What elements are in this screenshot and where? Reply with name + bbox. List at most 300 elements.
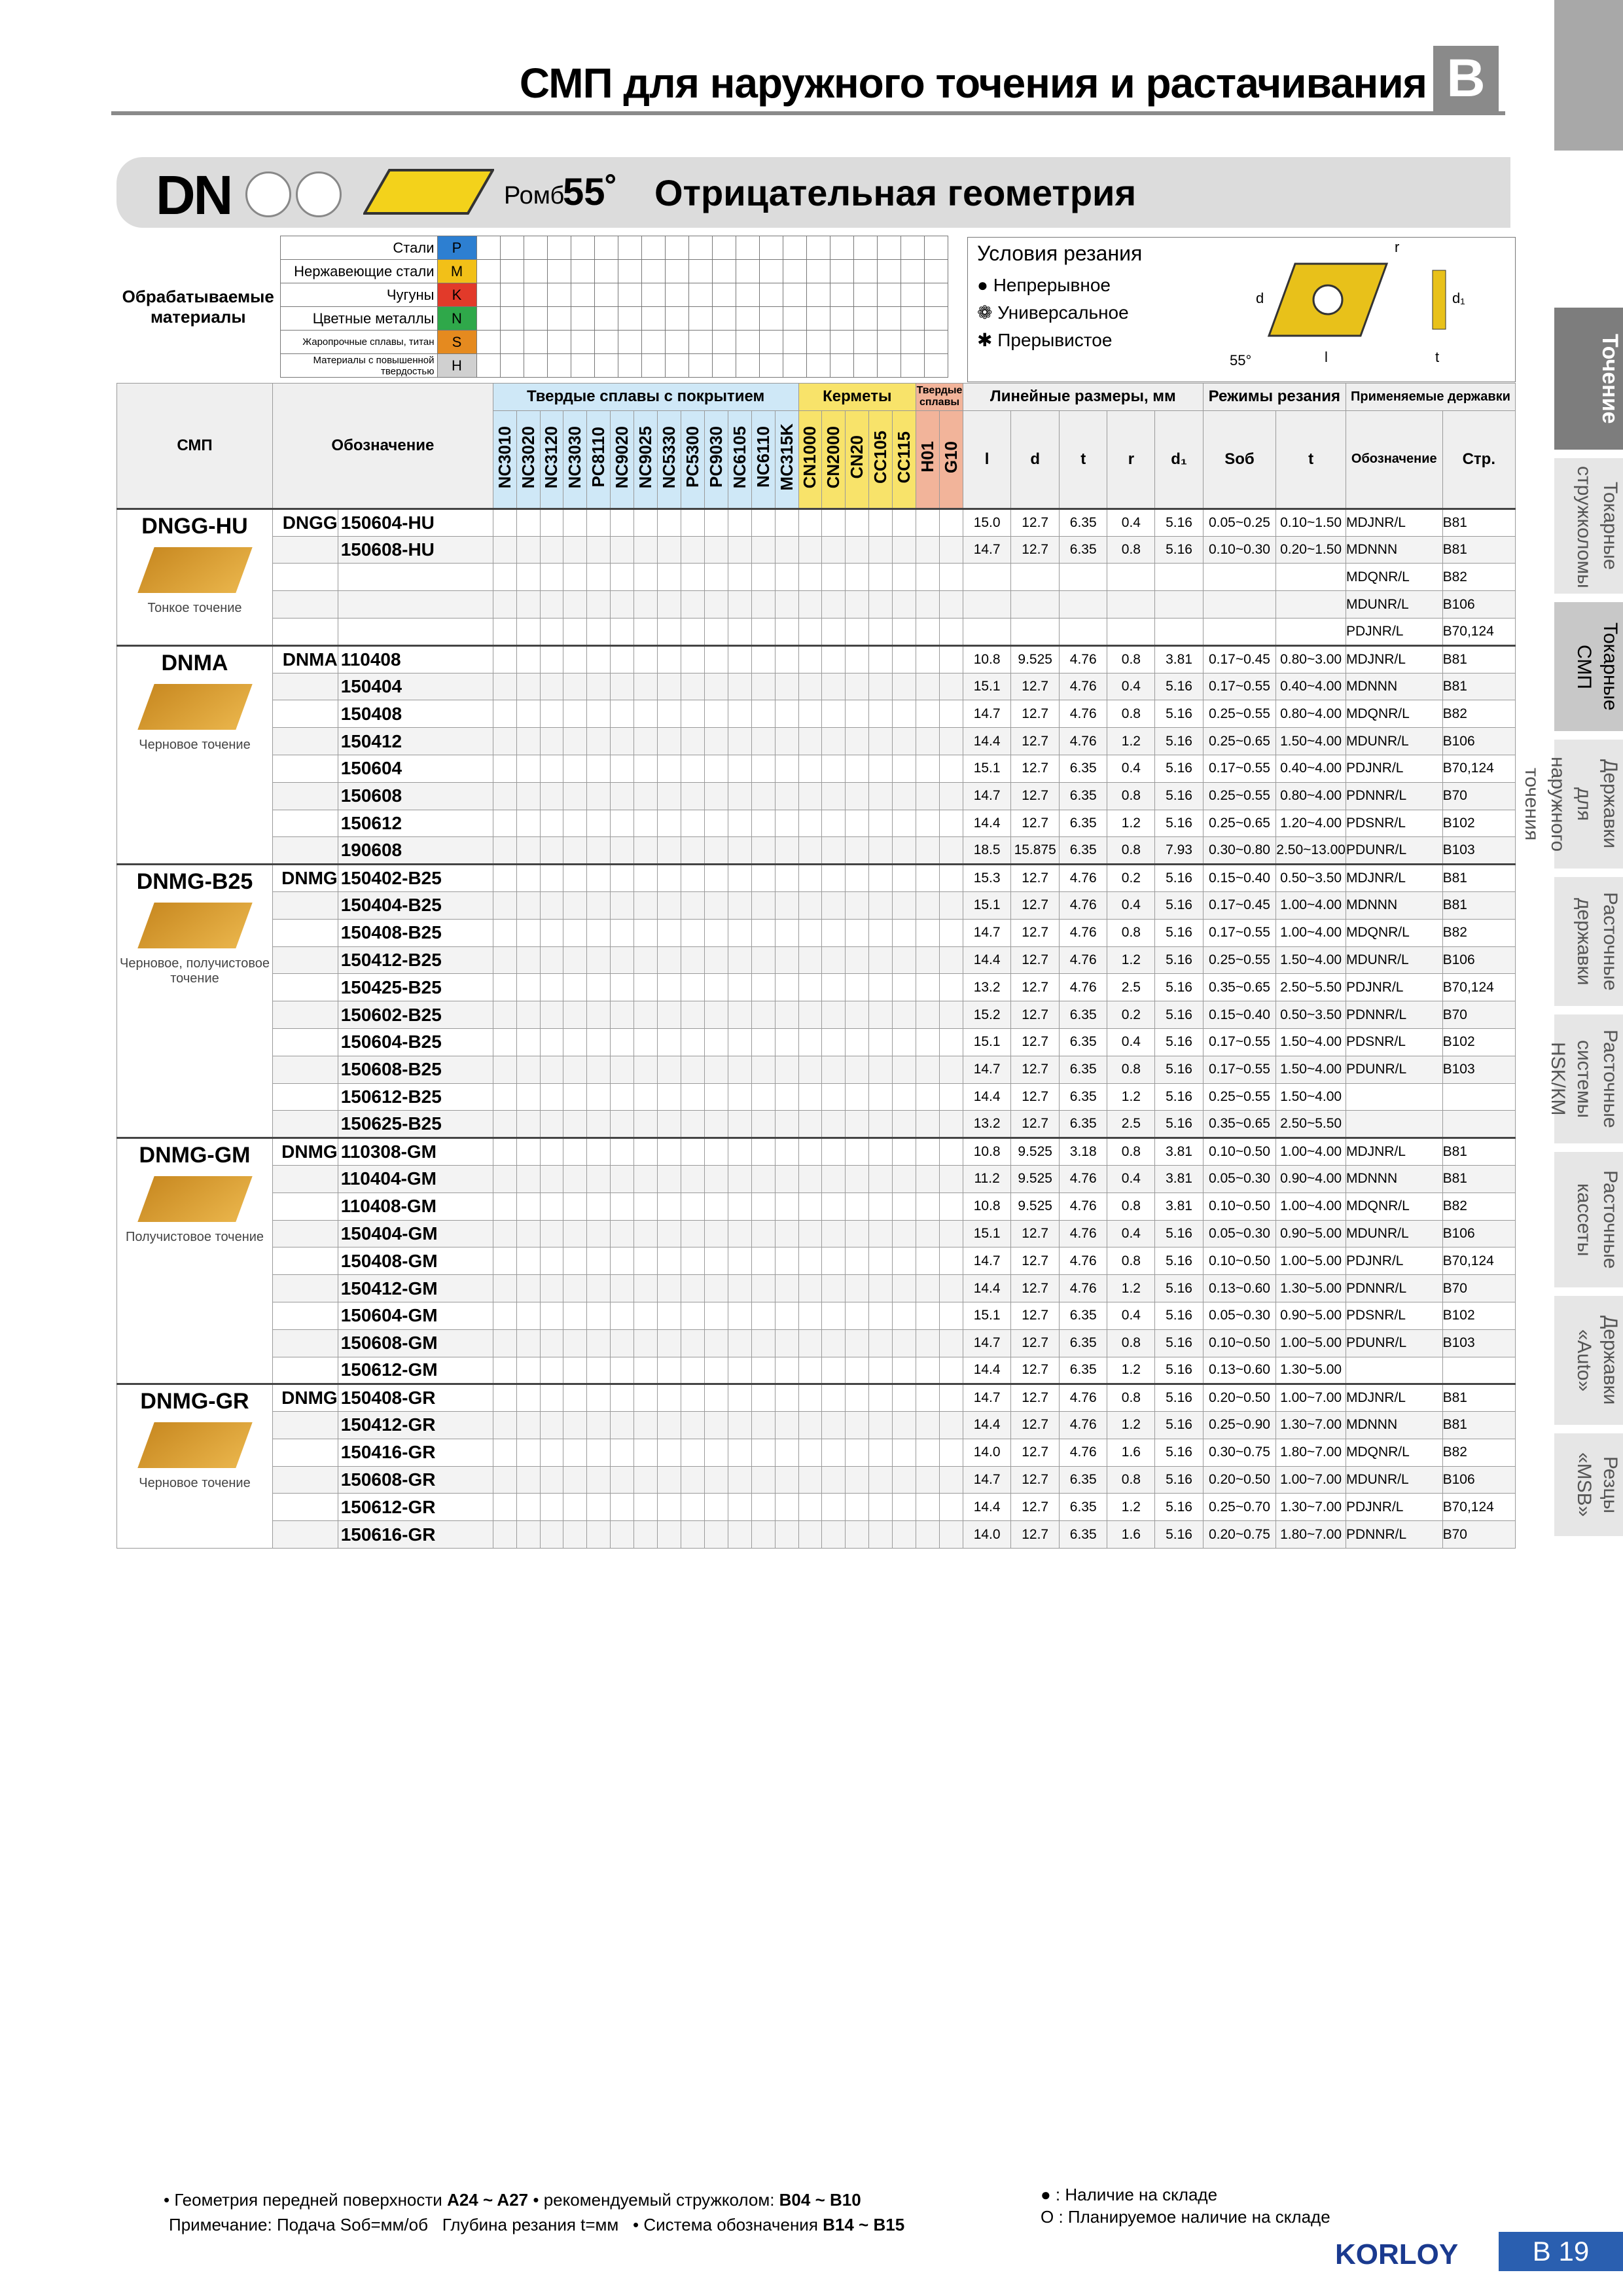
grade-cell (940, 1384, 963, 1412)
grade-cell (658, 1302, 681, 1329)
shape-name: Ромб (504, 182, 565, 209)
material-grade-cell (618, 236, 641, 260)
holder-page: B70,124 (1442, 1247, 1515, 1275)
grade-cell (751, 618, 775, 645)
value-r: 1.2 (1107, 1412, 1155, 1439)
grade-cell (611, 1111, 634, 1138)
value-t: 4.76 (1060, 1220, 1107, 1247)
grade-cell (540, 1193, 563, 1220)
grade-cell (775, 1357, 798, 1384)
material-grade-cell (924, 283, 948, 307)
grade-cell (493, 618, 516, 645)
value-t: 4.76 (1060, 1439, 1107, 1466)
grade-cell (798, 1056, 822, 1083)
value-d (1011, 591, 1060, 619)
insert-code: 150612 (338, 810, 493, 837)
value-t (1060, 591, 1107, 619)
side-tab[interactable]: Державки «Auto» (1554, 1296, 1623, 1427)
grade-cell (869, 1412, 893, 1439)
value-l: 15.1 (963, 1028, 1011, 1056)
grade-cell (563, 1001, 587, 1029)
grade-cell (681, 919, 704, 946)
value-l: 14.0 (963, 1521, 1011, 1549)
grade-cell (611, 1138, 634, 1166)
material-grade-cell (712, 354, 736, 378)
grade-cell (704, 782, 728, 810)
grade-cell (634, 509, 658, 536)
holder-page: B70 (1442, 782, 1515, 810)
grade-cell (516, 618, 540, 645)
holder-page: B81 (1442, 536, 1515, 564)
material-grade-cell (736, 354, 759, 378)
value-tt: 1.00~4.00 (1276, 1193, 1346, 1220)
grade-cell (822, 1302, 846, 1329)
grade-cell (563, 645, 587, 673)
grade-cell (775, 755, 798, 782)
grade-cell (587, 1439, 611, 1466)
value-t: 6.35 (1060, 1466, 1107, 1494)
cutting-conditions (967, 237, 1516, 382)
value-r: 0.8 (1107, 837, 1155, 865)
grade-cell (611, 1193, 634, 1220)
material-grade-cell (618, 260, 641, 283)
diagram-t: t (1435, 349, 1440, 365)
value-d1: 5.16 (1155, 1111, 1203, 1138)
grade-cell (728, 837, 751, 865)
grade-cell (611, 645, 634, 673)
prefix (273, 1111, 338, 1138)
grade-cell (516, 728, 540, 755)
prefix: DNGG (273, 509, 338, 536)
table-row (117, 919, 1516, 946)
grade-cell (751, 1247, 775, 1275)
grade-cell (658, 865, 681, 892)
grade-cell (516, 564, 540, 591)
grade-cell (846, 1083, 869, 1111)
grade-cell (846, 1111, 869, 1138)
grade-cell (775, 1412, 798, 1439)
value-d1: 5.16 (1155, 755, 1203, 782)
grade-cell (704, 1028, 728, 1056)
material-grade-cell (500, 283, 524, 307)
grade-cell (611, 1165, 634, 1193)
grade-cell (775, 1302, 798, 1329)
holder-page: B70,124 (1442, 618, 1515, 645)
side-tab[interactable]: Расточные державки (1554, 877, 1623, 1008)
grade-cell (846, 591, 869, 619)
value-d1: 5.16 (1155, 919, 1203, 946)
side-tab[interactable]: Державки для наружного точения (1554, 740, 1623, 870)
grade-cell (540, 645, 563, 673)
grade-cell (728, 891, 751, 919)
prefix (273, 1056, 338, 1083)
side-tab[interactable]: Расточные системы HSK/КМ (1554, 1014, 1623, 1145)
grade-cell (634, 1083, 658, 1111)
grade-cell (893, 1494, 916, 1521)
value-r: 2.5 (1107, 974, 1155, 1001)
grade-cell (587, 509, 611, 536)
insert-code: 190608 (338, 837, 493, 865)
prefix (273, 1275, 338, 1302)
family-caption: Черновое точение (139, 737, 251, 752)
grade-cell (751, 1220, 775, 1247)
grade-cell (681, 810, 704, 837)
grade-cell (846, 1138, 869, 1166)
grade-cell (516, 946, 540, 974)
value-s: 0.17~0.55 (1203, 673, 1276, 700)
table-row (117, 591, 1516, 619)
grade-cell (869, 1521, 893, 1549)
material-grade-cell (830, 354, 853, 378)
grade-cell (846, 974, 869, 1001)
grade-cell (751, 645, 775, 673)
material-grade-cell (830, 236, 853, 260)
side-tab[interactable]: Точение (1554, 308, 1623, 452)
grade-cell (611, 865, 634, 892)
grade-cell (940, 673, 963, 700)
table-row (117, 1001, 1516, 1029)
grade-cell (611, 673, 634, 700)
grade-cell (658, 1494, 681, 1521)
holder-page: B102 (1442, 1302, 1515, 1329)
insert-code: 150404-GM (338, 1220, 493, 1247)
grade-cell (516, 782, 540, 810)
value-s (1203, 618, 1276, 645)
table-row (117, 891, 1516, 919)
grade-cell (916, 782, 940, 810)
grade-cell (893, 673, 916, 700)
grade-cell (704, 564, 728, 591)
grade-cell (869, 645, 893, 673)
material-grade-cell (877, 307, 901, 331)
material-name: Нержавеющие стали (280, 260, 437, 283)
prefix (273, 1028, 338, 1056)
prefix (273, 837, 338, 865)
material-grade-cell (641, 331, 665, 354)
grade-cell (869, 564, 893, 591)
grade-header: NC6110 (751, 410, 775, 509)
value-t: 4.76 (1060, 891, 1107, 919)
value-l: 11.2 (963, 1165, 1011, 1193)
side-tab[interactable]: Токарные СМП (1554, 602, 1623, 733)
grade-cell (563, 1111, 587, 1138)
grade-cell (798, 1412, 822, 1439)
value-l: 14.7 (963, 1056, 1011, 1083)
grade-cell (611, 1028, 634, 1056)
value-l: 13.2 (963, 974, 1011, 1001)
grade-cell (681, 700, 704, 728)
grade-cell (822, 1329, 846, 1357)
value-s: 0.13~0.60 (1203, 1275, 1276, 1302)
table-row (117, 946, 1516, 974)
grade-cell (916, 1247, 940, 1275)
table-row (117, 536, 1516, 564)
value-t: 4.76 (1060, 728, 1107, 755)
value-t: 4.76 (1060, 946, 1107, 974)
grade-cell (916, 564, 940, 591)
grade-cell (704, 810, 728, 837)
grade-cell (681, 782, 704, 810)
grade-cell (563, 1439, 587, 1466)
value-s: 0.17~0.55 (1203, 755, 1276, 782)
grade-cell (516, 1165, 540, 1193)
grade-cell (798, 1357, 822, 1384)
grade-cell (798, 946, 822, 974)
prefix (273, 1165, 338, 1193)
material-name: Чугуны (280, 283, 437, 307)
value-tt: 1.30~5.00 (1276, 1275, 1346, 1302)
value-d: 9.525 (1011, 1193, 1060, 1220)
grade-cell (798, 755, 822, 782)
grade-cell (516, 1193, 540, 1220)
insert-code: 150616-GR (338, 1521, 493, 1549)
value-d1: 5.16 (1155, 536, 1203, 564)
holder-page: B106 (1442, 728, 1515, 755)
value-r: 0.8 (1107, 1056, 1155, 1083)
grade-cell (893, 919, 916, 946)
family-name: DNMG-GM (139, 1143, 251, 1168)
holder-code: PDJNR/L (1346, 974, 1442, 1001)
grade-cell (681, 1494, 704, 1521)
table-row (117, 1083, 1516, 1111)
grade-cell (775, 1494, 798, 1521)
grade-cell (846, 645, 869, 673)
value-d: 12.7 (1011, 891, 1060, 919)
insert-code: 150608-HU (338, 536, 493, 564)
grade-cell (634, 1494, 658, 1521)
material-grade-cell (783, 331, 806, 354)
material-grade-cell (712, 331, 736, 354)
grade-cell (681, 1165, 704, 1193)
value-t: 6.35 (1060, 1083, 1107, 1111)
value-r: 0.2 (1107, 1001, 1155, 1029)
grade-cell (775, 1001, 798, 1029)
grade-cell (611, 837, 634, 865)
holder-page (1442, 1111, 1515, 1138)
grade-cell (846, 1056, 869, 1083)
table-row (117, 1439, 1516, 1466)
grade-cell (611, 1357, 634, 1384)
grade-cell (516, 1001, 540, 1029)
grade-cell (728, 673, 751, 700)
grade-cell (822, 1220, 846, 1247)
holder-page: B81 (1442, 865, 1515, 892)
grade-cell (751, 536, 775, 564)
grade-cell (587, 618, 611, 645)
insert-code (338, 564, 493, 591)
value-t: 4.76 (1060, 1275, 1107, 1302)
grade-cell (493, 1302, 516, 1329)
material-grade-cell (618, 283, 641, 307)
grade-cell (846, 618, 869, 645)
grade-cell (893, 865, 916, 892)
material-grade-cell (736, 236, 759, 260)
grade-cell (634, 1384, 658, 1412)
grade-cell (704, 974, 728, 1001)
grade-cell (798, 645, 822, 673)
value-s: 0.25~0.70 (1203, 1494, 1276, 1521)
grade-cell (493, 1275, 516, 1302)
grade-cell (728, 1494, 751, 1521)
value-r: 1.6 (1107, 1521, 1155, 1549)
grade-cell (634, 618, 658, 645)
diagram-d: d (1256, 290, 1264, 306)
grade-cell (540, 700, 563, 728)
diagram-r: r (1395, 239, 1400, 255)
side-tab[interactable]: Резцы «MSB» (1554, 1433, 1623, 1538)
value-t: 6.35 (1060, 1329, 1107, 1357)
value-tt: 2.50~5.50 (1276, 1111, 1346, 1138)
grade-cell (822, 1494, 846, 1521)
grade-cell (728, 1412, 751, 1439)
grade-cell (493, 1412, 516, 1439)
grade-cell (798, 536, 822, 564)
grade-cell (822, 946, 846, 974)
value-r: 0.4 (1107, 509, 1155, 536)
grade-cell (846, 564, 869, 591)
prefix: DNMG (273, 1384, 338, 1412)
material-grade-cell (618, 307, 641, 331)
grade-cell (658, 1275, 681, 1302)
grade-cell (540, 837, 563, 865)
grade-cell (516, 755, 540, 782)
grade-cell (587, 1165, 611, 1193)
value-d: 12.7 (1011, 810, 1060, 837)
value-t: 4.76 (1060, 865, 1107, 892)
insert-code: 150604-B25 (338, 1028, 493, 1056)
grade-cell (822, 1001, 846, 1029)
grade-cell (587, 1302, 611, 1329)
grade-cell (516, 645, 540, 673)
material-grade-cell (830, 283, 853, 307)
grade-cell (493, 509, 516, 536)
grade-cell (493, 919, 516, 946)
value-r: 0.4 (1107, 1028, 1155, 1056)
value-s: 0.10~0.50 (1203, 1193, 1276, 1220)
grade-cell (516, 974, 540, 1001)
grade-cell (634, 810, 658, 837)
grade-cell (822, 891, 846, 919)
page-number: B 19 (1499, 2232, 1623, 2271)
grade-cell (869, 837, 893, 865)
holder-page: B102 (1442, 1028, 1515, 1056)
value-s: 0.05~0.30 (1203, 1165, 1276, 1193)
grade-cell (634, 1439, 658, 1466)
material-grade-cell (783, 307, 806, 331)
grade-cell (634, 1521, 658, 1549)
grade-cell (798, 728, 822, 755)
grade-cell (516, 700, 540, 728)
value-d: 12.7 (1011, 782, 1060, 810)
value-d: 12.7 (1011, 1302, 1060, 1329)
table-row (117, 700, 1516, 728)
grade-cell (846, 1494, 869, 1521)
material-code: P (437, 236, 476, 260)
grade-cell (681, 755, 704, 782)
grade-cell (658, 1521, 681, 1549)
materials-table (116, 236, 948, 378)
grade-cell (775, 1439, 798, 1466)
material-grade-cell (736, 283, 759, 307)
material-grade-cell (641, 260, 665, 283)
value-s: 0.25~0.55 (1203, 700, 1276, 728)
value-s (1203, 591, 1276, 619)
grade-cell (563, 728, 587, 755)
value-t: 6.35 (1060, 837, 1107, 865)
value-r: 0.4 (1107, 1302, 1155, 1329)
table-row (117, 974, 1516, 1001)
grade-cell (798, 1001, 822, 1029)
grade-cell (704, 1165, 728, 1193)
material-grade-cell (594, 283, 618, 307)
grade-cell (893, 728, 916, 755)
value-l: 14.7 (963, 1247, 1011, 1275)
grade-cell (540, 782, 563, 810)
grade-cell (798, 673, 822, 700)
col-holders: Применяемые державки (1346, 384, 1515, 411)
grade-cell (516, 1466, 540, 1494)
grade-cell (798, 564, 822, 591)
value-d: 12.7 (1011, 755, 1060, 782)
grade-cell (940, 1138, 963, 1166)
grade-cell (916, 509, 940, 536)
value-t: 6.35 (1060, 536, 1107, 564)
grade-cell (611, 700, 634, 728)
grade-cell (798, 1384, 822, 1412)
prefix (273, 536, 338, 564)
side-tab[interactable]: Токарные стружколомы (1554, 458, 1623, 596)
holder-page (1442, 1357, 1515, 1384)
value-d1: 5.16 (1155, 1521, 1203, 1549)
material-grade-cell (924, 331, 948, 354)
material-grade-cell (571, 236, 594, 260)
grade-cell (869, 1247, 893, 1275)
grade-cell (728, 974, 751, 1001)
value-s: 0.10~0.50 (1203, 1329, 1276, 1357)
grade-cell (822, 1028, 846, 1056)
grade-cell (846, 1302, 869, 1329)
value-s: 0.20~0.50 (1203, 1384, 1276, 1412)
holder-code: PDSNR/L (1346, 1302, 1442, 1329)
grade-cell (658, 810, 681, 837)
value-r: 1.2 (1107, 1275, 1155, 1302)
grade-cell (940, 837, 963, 865)
value-d: 12.7 (1011, 1275, 1060, 1302)
grade-cell (540, 673, 563, 700)
grade-cell (493, 974, 516, 1001)
insert-code: 150608-GM (338, 1329, 493, 1357)
holder-page: B106 (1442, 1466, 1515, 1494)
material-grade-cell (759, 354, 783, 378)
grade-cell (798, 919, 822, 946)
grade-cell (704, 837, 728, 865)
value-r: 0.8 (1107, 1138, 1155, 1166)
grade-cell (822, 645, 846, 673)
grade-cell (798, 700, 822, 728)
grade-cell (658, 1028, 681, 1056)
grade-cell (869, 1193, 893, 1220)
family-caption: Черновое, получистовое точение (120, 956, 270, 986)
grade-cell (493, 673, 516, 700)
grade-cell (704, 591, 728, 619)
material-grade-cell (901, 331, 924, 354)
grade-cell (634, 1001, 658, 1029)
side-tab[interactable]: Расточные кассеты (1554, 1152, 1623, 1289)
grade-cell (563, 1165, 587, 1193)
value-d1: 5.16 (1155, 1357, 1203, 1384)
grade-cell (681, 536, 704, 564)
grade-cell (493, 564, 516, 591)
